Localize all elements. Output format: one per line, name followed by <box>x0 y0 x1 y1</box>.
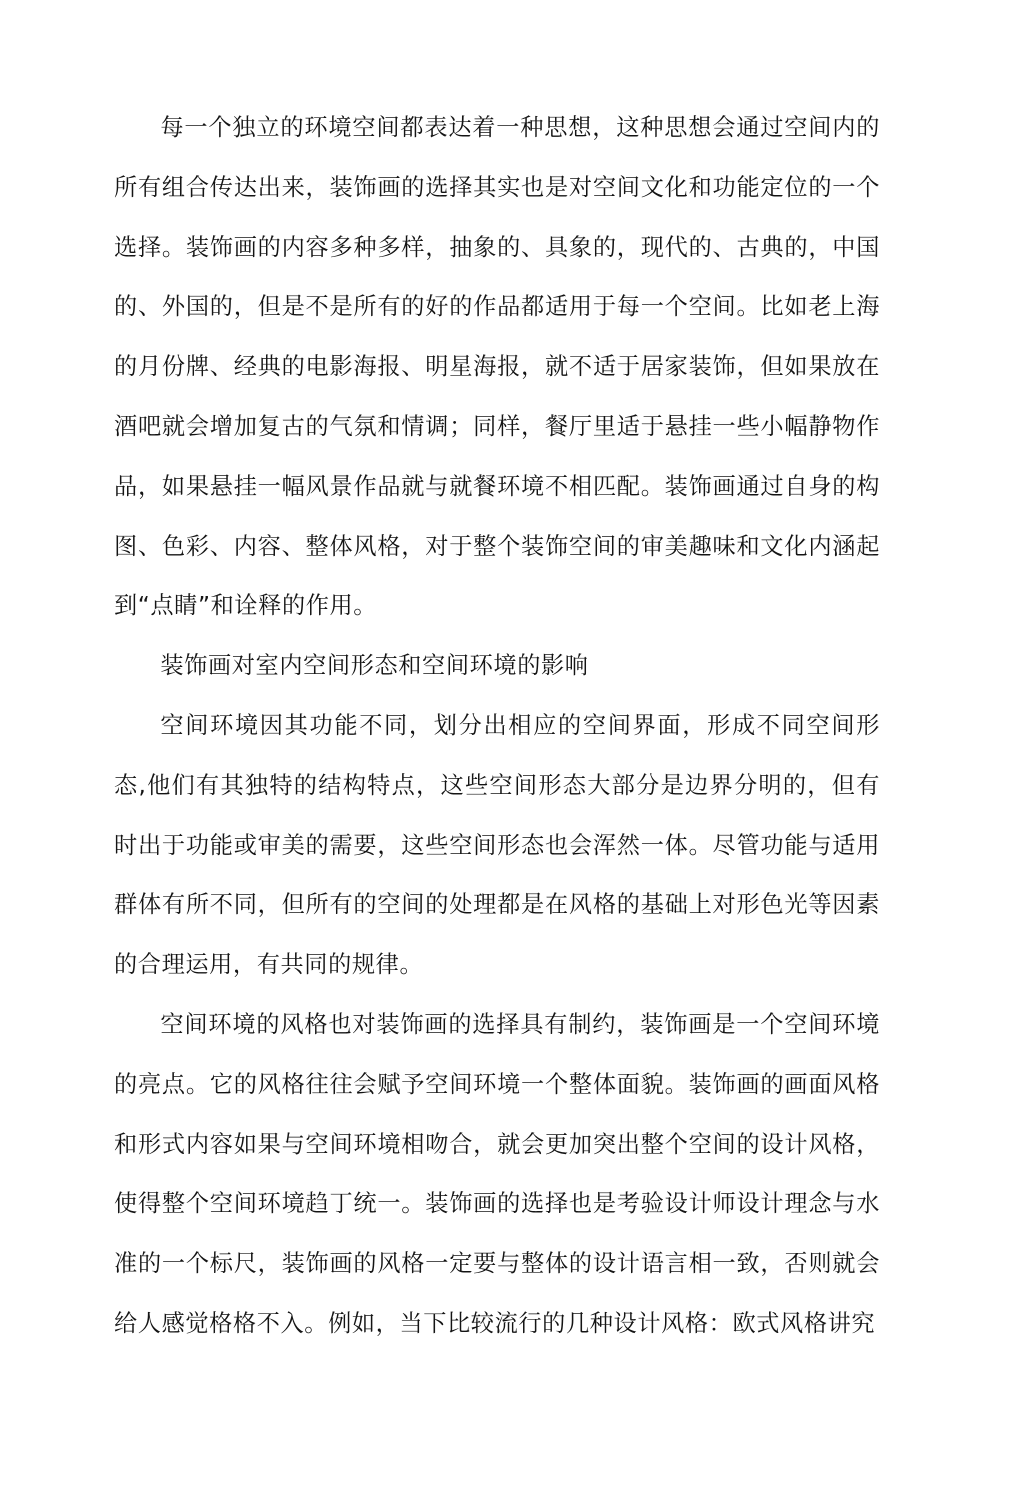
document-body <box>114 98 880 1354</box>
paragraph-style-constraints: 空间环境的风格也对装饰画的选择具有制约，装饰画是一个空间环境的亮点。它的风格往往会赋予空间环境一个整体面貌。装饰画的画面风格和形式内容如果与空间环境相吻合，就会更加突出整个空间的设计风格，使得整个空间环境趋丁统一。装饰画的选择也是考验设计师设计理念与水准的一个标尺，装饰画的风格一定要与整体的设计语言相一致，否则就会给人感觉格格不入。例如，当下比较流行的几种设计风格：欧式风格讲究 <box>114 1010 880 1337</box>
paragraph-space-forms: 空间环境因其功能不同，划分出相应的空间界面，形成不同空间形态,他们有其独特的结构特点，这些空间形态大部分是边界分明的，但有时出于功能或审美的需要，这些空间形态也会浑然一体。尽管功能与适用群体有所不同，但所有的空间的处理都是在风格的基础上对形色光等因素的合理运用，有共同的规律。 <box>114 711 880 979</box>
section-heading: 装饰画对室内空间形态和空间环境的影响 <box>160 652 589 680</box>
paragraph-space-and-culture: 每一个独立的环境空间都表达着一种思想，这种思想会通过空间内的所有组合传达出来，装饰画的选择其实也是对空间文化和功能定位的一个选择。装饰画的内容多种多样，抽象的、具象的，现代的、古典的，中国的、外国的，但是不是所有的好的作品都适用于每一个空间。比如老上海的月份牌、经典的电影海报、明星海报，就不适于居家装饰，但如果放在酒吧就会增加复古的气氛和情调；同样，餐厅里适于悬挂一些小幅静物作品，如果悬挂一幅风景作品就与就餐环境不相匹配。装饰画通过自身的构图、色彩、内容、整体风格，对于整个装饰空间的审美趣味和文化内涵起到“点睛”和诠释的作用。 <box>114 114 880 620</box>
